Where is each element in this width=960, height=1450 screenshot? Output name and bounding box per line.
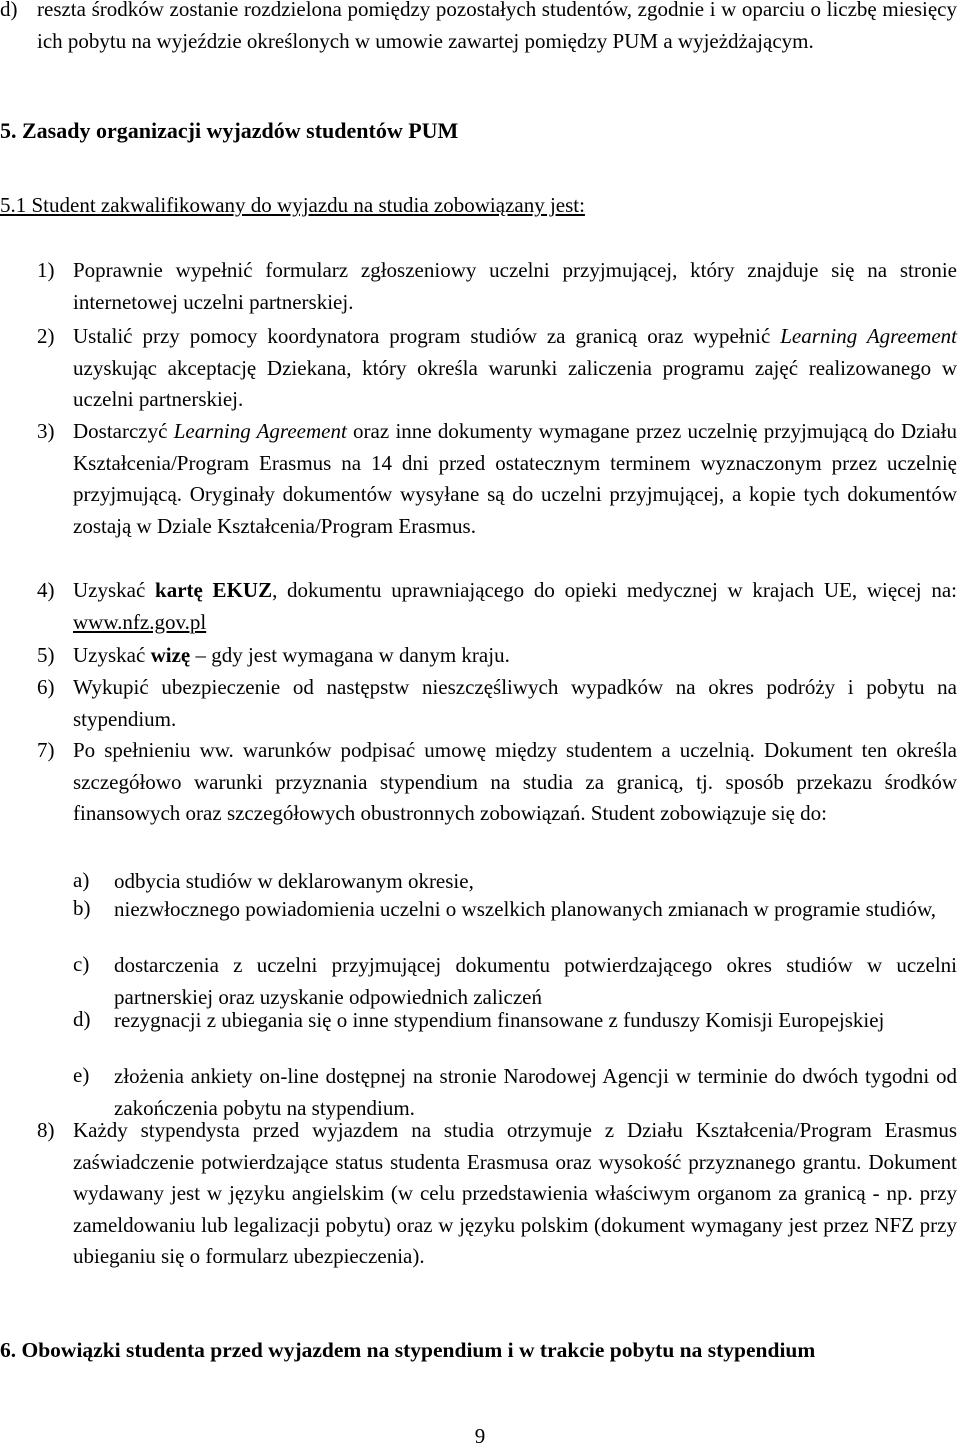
- sub-item-a-text: odbycia studiów w deklarowanym okresie,: [114, 869, 474, 893]
- item-3-number: 3): [37, 419, 55, 443]
- page-number: 9: [474, 1424, 486, 1448]
- item-2-part-a: Ustalić przy pomocy koordynatora program studiów za granicą oraz wypełnić: [73, 324, 781, 348]
- list-label-d: d): [0, 0, 18, 21]
- item-7-text: Po spełnieniu ww. warunków podpisać umowę między studentem a uczelnią. Dokument ten określa szczegółowo warunki przyznania stypendium na studia za granicą, tj. sposób przekazu środków finansowych oraz szczegółowych obustronnych zobowiązań. Student zobowiązuje się do:: [73, 738, 957, 825]
- item-3-text: [73, 416, 957, 542]
- item-2-part-b: uzyskując akceptację Dziekana, który określa warunki zaliczenia programu zajęć realizowanego w uczelni partnerskiej.: [73, 355, 957, 411]
- item-3-part-b: oraz inne dokumenty wymagane przez uczelnię przyjmującą do Działu Kształcenia/Program Erasmus na 14 dni przed ostatecznym terminem wyznaczonym przez uczelnię przyjmującą. Oryginały dokumentów wysyłane są do uczelni przyjmującej, a kopie tych dokumentów zostają w Dziale Kształcenia/Program Erasmus.: [73, 419, 958, 538]
- sub-item-c-label: c): [73, 952, 90, 976]
- nfz-link[interactable]: www.nfz.gov.pl: [73, 609, 207, 634]
- sub-item-c-text: dostarczenia z uczelni przyjmującej dokumentu potwierdzającego okres studiów w uczelni partnerskiej oraz uzyskanie odpowiednich zaliczeń: [114, 953, 957, 1009]
- item-4-ekuz: kartę EKUZ: [155, 578, 273, 602]
- item-6-text: Wykupić ubezpieczenie od następstw nieszczęśliwych wypadków na okres podróży i pobytu na stypendium.: [73, 675, 957, 731]
- sub-item-b-label: b): [73, 896, 91, 920]
- item-5-part-a: Uzyskać: [73, 643, 151, 667]
- paragraph-d-text: reszta środków zostanie rozdzielona pomiędzy pozostałych studentów, zgodnie i w oparciu o liczbę miesięcy ich pobytu na wyjeździe określonych w umowie zawartej pomiędzy PUM a wyjeżdżającym.: [37, 0, 957, 53]
- item-8-text: Każdy stypendysta przed wyjazdem na studia otrzymuje z Działu Kształcenia/Program Erasmus zaświadczenie potwierdzające status studenta Erasmusa oraz wysokość przyznanego grantu. Dokument wydawany jest w języku angielskim (w celu przedstawienia właściwym organom za granicą - np. przy zameldowaniu lub legalizacji pobytu) oraz w języku polskim (dokument wymagany jest przez NFZ przy ubieganiu się o formularz ubezpieczenia).: [73, 1118, 957, 1268]
- section-6-heading: 6. Obowiązki studenta przed wyjazdem na stypendium i w trakcie pobytu na stypendium: [0, 1338, 816, 1362]
- item-3-part-a: Dostarczyć: [73, 419, 174, 443]
- sub-item-d-text: rezygnacji z ubiegania się o inne stypendium finansowane z funduszy Komisji Europejskiej: [114, 1008, 885, 1032]
- sub-item-d-label: d): [73, 1007, 91, 1031]
- item-1-text: Poprawnie wypełnić formularz zgłoszeniowy uczelni przyjmującej, który znajduje się na stronie internetowej uczelni partnerskiej.: [73, 258, 957, 314]
- item-4-part-b: , dokumentu uprawniającego do opieki medycznej w krajach UE, więcej na:: [272, 578, 958, 602]
- item-5-visa: wizę: [150, 643, 191, 667]
- item-4-part-a: Uzyskać: [73, 578, 156, 602]
- item-4-number: 4): [37, 578, 55, 602]
- sub-item-e-label: e): [73, 1063, 90, 1087]
- sub-item-b-text: niezwłocznego powiadomienia uczelni o wszelkich planowanych zmianach w programie studiów,: [114, 897, 937, 921]
- item-5-part-b: – gdy jest wymagana w danym kraju.: [190, 643, 510, 667]
- item-6-number: 6): [37, 675, 55, 699]
- item-3-learning-agreement: Learning Agreement: [173, 419, 347, 443]
- item-4-text: [73, 575, 957, 638]
- subsection-5-1-heading: 5.1 Student zakwalifikowany do wyjazdu na studia zobowiązany jest:: [0, 193, 585, 217]
- item-7-number: 7): [37, 738, 55, 762]
- item-1-number: 1): [37, 258, 55, 282]
- item-8-number: 8): [37, 1118, 55, 1142]
- item-2-learning-agreement: Learning Agreement: [780, 324, 958, 348]
- item-5-number: 5): [37, 643, 55, 667]
- sub-item-e-text: złożenia ankiety on-line dostępnej na stronie Narodowej Agencji w terminie do dwóch tygodni od zakończenia pobytu na stypendium.: [114, 1064, 957, 1120]
- item-5-text: [73, 640, 957, 672]
- item-2-number: 2): [37, 324, 55, 348]
- section-5-heading: 5. Zasady organizacji wyjazdów studentów PUM: [0, 118, 459, 143]
- sub-item-a-label: a): [73, 868, 90, 892]
- item-2-text: [73, 321, 957, 416]
